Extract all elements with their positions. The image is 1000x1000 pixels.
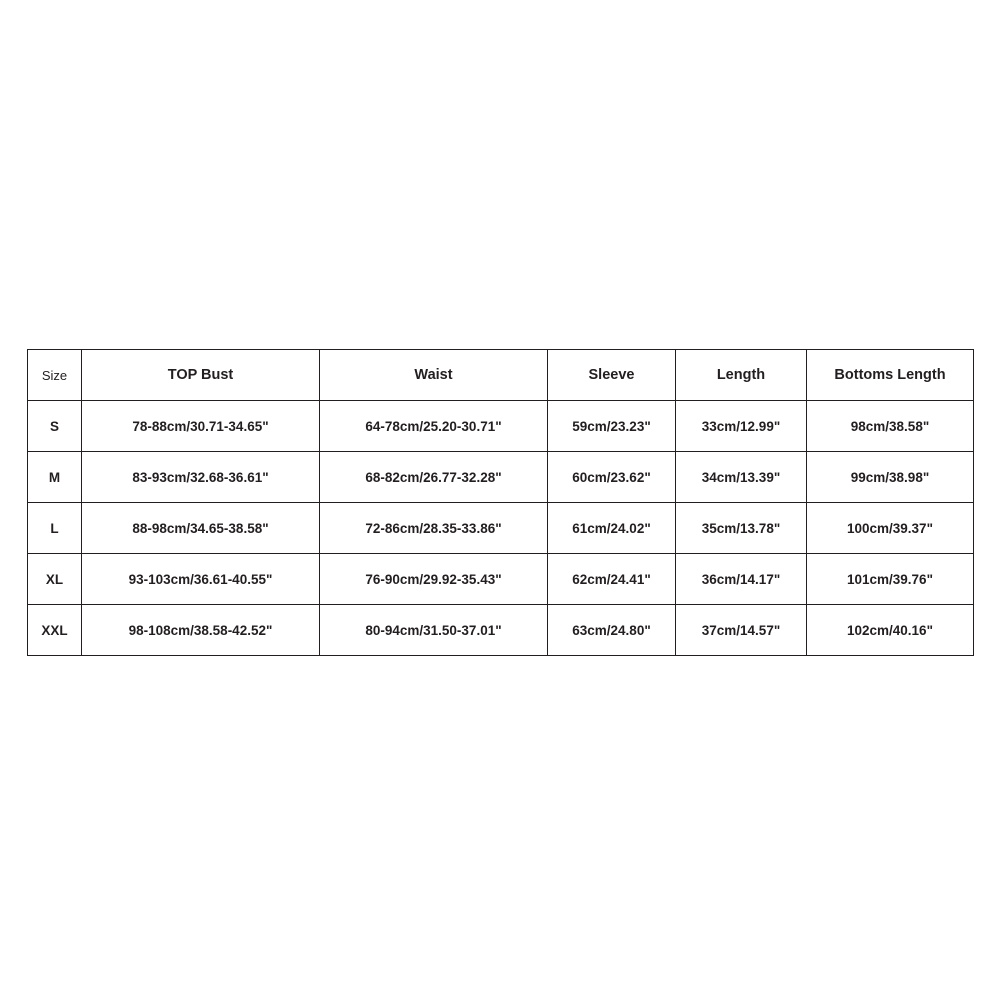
table-row xyxy=(28,503,974,554)
cell-sleeve: 61cm/24.02" xyxy=(548,503,676,554)
cell-length: 37cm/14.57" xyxy=(676,605,807,656)
cell-bottoms-length: 101cm/39.76" xyxy=(807,554,974,605)
cell-waist: 64-78cm/25.20-30.71" xyxy=(320,401,548,452)
table-row xyxy=(28,554,974,605)
cell-length: 36cm/14.17" xyxy=(676,554,807,605)
table-row xyxy=(28,605,974,656)
cell-size: XXL xyxy=(28,605,82,656)
cell-top-bust: 78-88cm/30.71-34.65" xyxy=(82,401,320,452)
cell-bottoms-length: 100cm/39.37" xyxy=(807,503,974,554)
column-header-waist: Waist xyxy=(320,350,548,401)
table-row xyxy=(28,401,974,452)
cell-bottoms-length: 102cm/40.16" xyxy=(807,605,974,656)
cell-sleeve: 60cm/23.62" xyxy=(548,452,676,503)
column-header-top-bust: TOP Bust xyxy=(82,350,320,401)
cell-size: S xyxy=(28,401,82,452)
cell-bottoms-length: 99cm/38.98" xyxy=(807,452,974,503)
table-header xyxy=(28,350,974,401)
cell-bottoms-length: 98cm/38.58" xyxy=(807,401,974,452)
cell-sleeve: 59cm/23.23" xyxy=(548,401,676,452)
cell-waist: 68-82cm/26.77-32.28" xyxy=(320,452,548,503)
cell-top-bust: 88-98cm/34.65-38.58" xyxy=(82,503,320,554)
cell-waist: 76-90cm/29.92-35.43" xyxy=(320,554,548,605)
cell-waist: 72-86cm/28.35-33.86" xyxy=(320,503,548,554)
cell-top-bust: 83-93cm/32.68-36.61" xyxy=(82,452,320,503)
column-header-bottoms-length: Bottoms Length xyxy=(807,350,974,401)
table-body xyxy=(28,401,974,656)
cell-size: M xyxy=(28,452,82,503)
cell-sleeve: 63cm/24.80" xyxy=(548,605,676,656)
column-header-length: Length xyxy=(676,350,807,401)
table-row xyxy=(28,452,974,503)
cell-length: 33cm/12.99" xyxy=(676,401,807,452)
cell-length: 35cm/13.78" xyxy=(676,503,807,554)
column-header-sleeve: Sleeve xyxy=(548,350,676,401)
size-chart-container xyxy=(27,349,973,656)
cell-sleeve: 62cm/24.41" xyxy=(548,554,676,605)
cell-top-bust: 98-108cm/38.58-42.52" xyxy=(82,605,320,656)
cell-size: L xyxy=(28,503,82,554)
size-chart-table xyxy=(27,349,974,656)
cell-size: XL xyxy=(28,554,82,605)
cell-waist: 80-94cm/31.50-37.01" xyxy=(320,605,548,656)
cell-length: 34cm/13.39" xyxy=(676,452,807,503)
column-header-size: Size xyxy=(28,350,82,401)
cell-top-bust: 93-103cm/36.61-40.55" xyxy=(82,554,320,605)
table-header-row xyxy=(28,350,974,401)
